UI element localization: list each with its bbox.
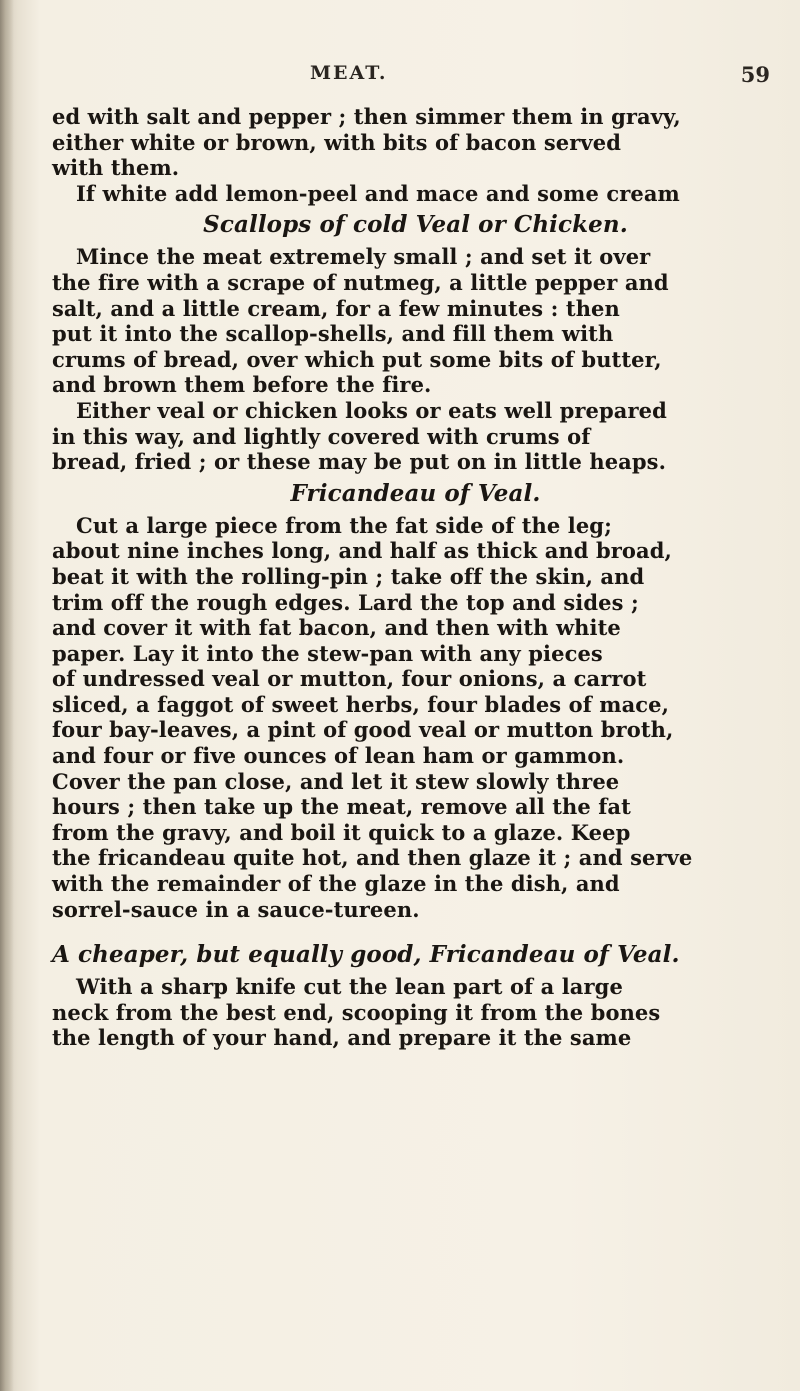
text-line: With a sharp knife cut the lean part of a large [76, 974, 623, 1000]
text-line: beat it with the rolling-pin ; take off the skin, and [52, 563, 645, 589]
text-line: from the gravy, and boil it quick to a glaze. Keep [52, 819, 631, 845]
page-number: 59 [740, 62, 770, 87]
text-line: salt, and a little cream, for a few minutes : then [52, 295, 620, 321]
text-line: of undressed veal or mutton, four onions, a carrot [52, 666, 647, 692]
recipe-title: Scallops of cold Veal or Chicken. [203, 211, 628, 239]
text-line: and brown them before the fire. [52, 372, 432, 398]
text-line: Either veal or chicken looks or eats well prepared [76, 397, 667, 423]
text-line: sliced, a faggot of sweet herbs, four blades of mace, [52, 691, 670, 717]
text-line: If white add lemon-peel and mace and some cream [76, 180, 680, 206]
text-line: Cut a large piece from the fat side of the leg; [76, 512, 612, 538]
text-line: with the remainder of the glaze in the dish, and [52, 871, 620, 897]
text-line: in this way, and lightly covered with crums of [52, 423, 591, 449]
text-line: sorrel-sauce in a sauce-tureen. [52, 896, 420, 922]
text-line: the fire with a scrape of nutmeg, a little pepper and [52, 269, 669, 295]
text-line: paper. Lay it into the stew-pan with any pieces [52, 640, 603, 666]
running-head: MEAT. [310, 62, 388, 84]
text-line: either white or brown, with bits of bacon served [52, 129, 621, 155]
text-line: hours ; then take up the meat, remove all the fat [52, 794, 631, 820]
text-line: put it into the scallop-shells, and fill them with [52, 321, 614, 347]
page-header [0, 62, 800, 92]
page-gutter [0, 0, 14, 1391]
text-line: the fricandeau quite hot, and then glaze it ; and serve [52, 845, 693, 871]
text-line: trim off the rough edges. Lard the top and sides ; [52, 589, 639, 615]
text-line: four bay-leaves, a pint of good veal or mutton broth, [52, 717, 674, 743]
text-line: crums of bread, over which put some bits of butter, [52, 346, 662, 372]
text-line: and four or five ounces of lean ham or gammon. [52, 743, 625, 769]
text-line: bread, fried ; or these may be put on in little heaps. [52, 449, 666, 475]
recipe-title: A cheaper, but equally good, Fricandeau of Veal. [52, 941, 680, 969]
text-line: the length of your hand, and prepare it the same [52, 1025, 632, 1051]
body-text [52, 104, 779, 1051]
text-line: neck from the best end, scooping it from the bones [52, 999, 661, 1025]
recipe-title: Fricandeau of Veal. [290, 479, 541, 507]
text-line: about nine inches long, and half as thick and broad, [52, 538, 672, 564]
text-line: and cover it with fat bacon, and then with white [52, 615, 621, 641]
text-line: Mince the meat extremely small ; and set it over [76, 244, 651, 270]
text-line: ed with salt and pepper ; then simmer them in gravy, [52, 104, 681, 129]
text-line: with them. [52, 155, 180, 181]
text-line: Cover the pan close, and let it stew slowly three [52, 768, 620, 794]
